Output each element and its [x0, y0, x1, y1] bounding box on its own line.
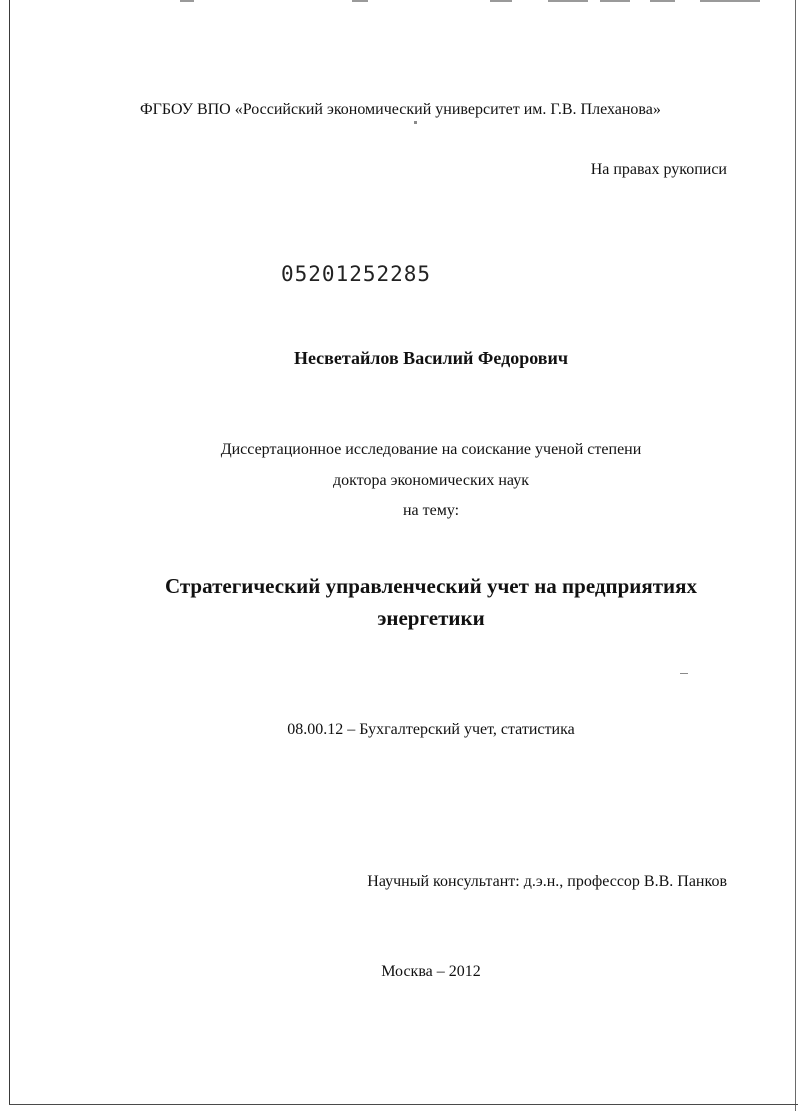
scan-mark	[700, 0, 760, 2]
scan-speck	[414, 121, 417, 124]
dissertation-title	[0, 570, 798, 634]
scan-mark	[180, 0, 194, 2]
scan-mark	[352, 0, 368, 2]
city-year: Москва – 2012	[381, 963, 481, 980]
scan-speck	[680, 673, 688, 674]
title-line: Стратегический управленческий учет на предприятиях	[164, 574, 698, 598]
author-name: Несветайлов Василий Федорович	[293, 348, 569, 368]
manuscript-note: На правах рукописи	[590, 161, 727, 178]
scan-edge-bottom	[9, 1104, 798, 1105]
scan-mark	[548, 0, 588, 2]
description-line: Диссертационное исследование на соискание ученой степени	[220, 441, 642, 458]
scan-mark	[490, 0, 512, 2]
institution-name: ФГБОУ ВПО «Российский экономический университет им. Г.В. Плеханова»	[140, 101, 661, 118]
scientific-consultant: Научный консультант: д.э.н., профессор В.В. Панков	[367, 873, 727, 890]
description-line: на тему:	[402, 502, 460, 519]
title-line: энергетики	[377, 606, 485, 630]
scan-edge-left	[9, 0, 10, 1104]
scan-mark	[600, 0, 630, 2]
description-line: доктора экономических наук	[333, 472, 529, 489]
stamp-number: 05201252285	[281, 262, 432, 286]
scan-mark	[650, 0, 675, 2]
specialty-code: 08.00.12 – Бухгалтерский учет, статистика	[287, 721, 575, 738]
scan-edge-right	[795, 0, 796, 1111]
